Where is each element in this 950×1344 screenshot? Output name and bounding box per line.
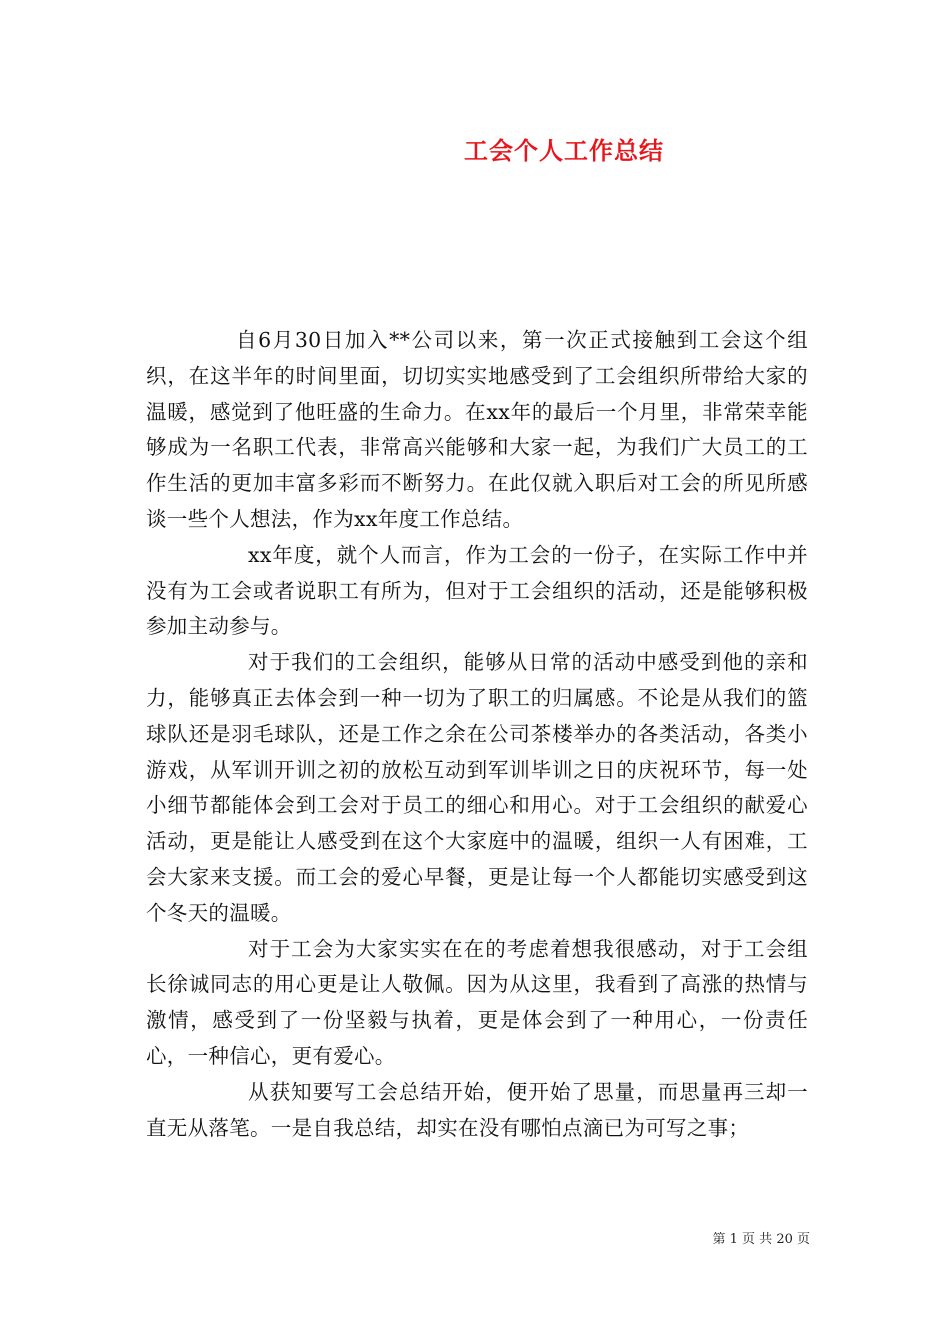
paragraph-3: 对于我们的工会组织，能够从日常的活动中感受到他的亲和力，能够真正去体会到一种一切为了职工的归属感。不论是从我们的篮球队还是羽毛球队，还是工作之余在公司茶楼举办的各类活动，各类小游戏，从军训开训之初的放松互动到军训毕训之日的庆祝环节，每一处小细节都能体会到工会对于员工的细心和用心。对于工会组织的献爱心活动，更是能让人感受到在这个大家庭中的温暖，组织一人有困难，工会大家来支援。而工会的爱心早餐，更是让每一个人都能切实感受到这个冬天的温暖。 [146,650,808,925]
document-body [146,323,808,1146]
paragraph-1: 自6月30日加入**公司以来，第一次正式接触到工会这个组织，在这半年的时间里面，切切实实地感受到了工会组织所带给大家的温暖，感觉到了他旺盛的生命力。在xx年的最后一个月里，非常荣幸能够成为一名职工代表，非常高兴能够和大家一起，为我们广大员工的工作生活的更加丰富多彩而不断努力。在此仅就入职后对工会的所见所感谈一些个人想法，作为xx年度工作总结。 [146,328,808,531]
page-number-footer: 第 1 页 共 20 页 [712,1232,810,1247]
paragraph-2: xx年度，就个人而言，作为工会的一份子，在实际工作中并没有为工会或者说职工有所为，但对于工会组织的活动，还是能够积极参加主动参与。 [146,542,808,639]
paragraph-5: 从获知要写工会总结开始，便开始了思量，而思量再三却一直无从落笔。一是自我总结，却实在没有哪怕点滴已为可写之事； [146,1079,808,1140]
paragraph-4: 对于工会为大家实实在在的考虑着想我很感动，对于工会组长徐诚同志的用心更是让人敬佩。因为从这里，我看到了高涨的热情与激情，感受到了一份坚毅与执着，更是体会到了一种用心，一份责任心，一种信心，更有爱心。 [146,936,808,1068]
document-title: 工会个人工作总结 [464,136,664,165]
